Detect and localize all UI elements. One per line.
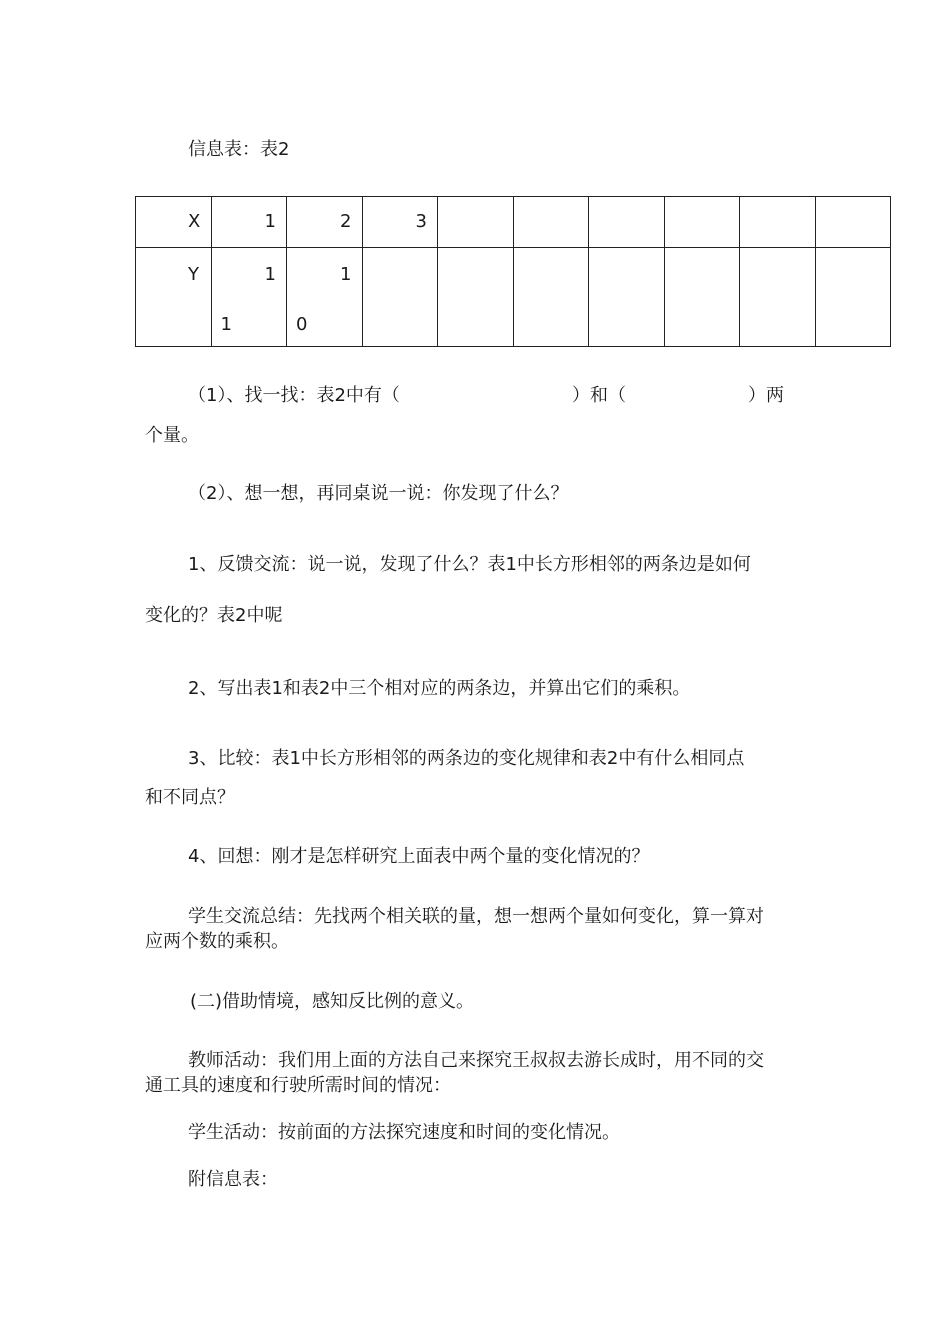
- teacher-activity-line2: 通工具的速度和行驶所需时间的情况：: [145, 1075, 451, 1096]
- table-heading: 信息表：表2: [188, 139, 290, 160]
- question-2: （2）、想一想，再同桌说一说：你发现了什么？: [188, 483, 569, 504]
- question-1-cont: 个量。: [145, 425, 199, 446]
- x-value-2: 2: [340, 211, 352, 232]
- paragraph-1-line2: 变化的？表2中呢: [145, 605, 283, 626]
- y-value-2-bottom: 0: [296, 314, 308, 335]
- table-row-y: [136, 248, 891, 347]
- y-value-2-top: 1: [340, 264, 352, 285]
- question-1-suffix: ）两: [748, 385, 784, 406]
- x-value-1: 1: [264, 211, 276, 232]
- paragraph-3-line2: 和不同点？: [145, 787, 235, 808]
- x-value-3: 3: [415, 211, 427, 232]
- teacher-activity-line1: 教师活动：我们用上面的方法自己来探究王叔叔去游长成时，用不同的交: [188, 1050, 764, 1071]
- info-table-2: [135, 196, 891, 347]
- paragraph-1-line1: 1、反馈交流：说一说，发现了什么？表1中长方形相邻的两条边是如何: [188, 554, 751, 575]
- paragraph-2: 2、写出表1和表2中三个相对应的两条边，并算出它们的乘积。: [188, 678, 691, 699]
- y-value-1-top: 1: [264, 264, 276, 285]
- y-value-1-bottom: 1: [220, 314, 232, 335]
- table-row-x: [136, 197, 891, 248]
- paragraph-4: 4、回想：刚才是怎样研究上面表中两个量的变化情况的？: [188, 846, 650, 867]
- student-activity: 学生活动：按前面的方法探究速度和时间的变化情况。: [188, 1122, 620, 1143]
- appendix-label: 附信息表：: [188, 1169, 278, 1190]
- summary-line2: 应两个数的乘积。: [145, 931, 289, 952]
- question-1-mid: ）和（: [572, 385, 626, 406]
- y-label: Y: [188, 264, 199, 285]
- section-2-heading: (二)借助情境，感知反比例的意义。: [190, 991, 475, 1012]
- question-1-prefix: （1）、找一找：表2中有（: [188, 385, 400, 406]
- summary-line1: 学生交流总结：先找两个相关联的量，想一想两个量如何变化，算一算对: [188, 906, 764, 927]
- x-label: X: [188, 211, 201, 232]
- paragraph-3-line1: 3、比较：表1中长方形相邻的两条边的变化规律和表2中有什么相同点: [188, 748, 745, 769]
